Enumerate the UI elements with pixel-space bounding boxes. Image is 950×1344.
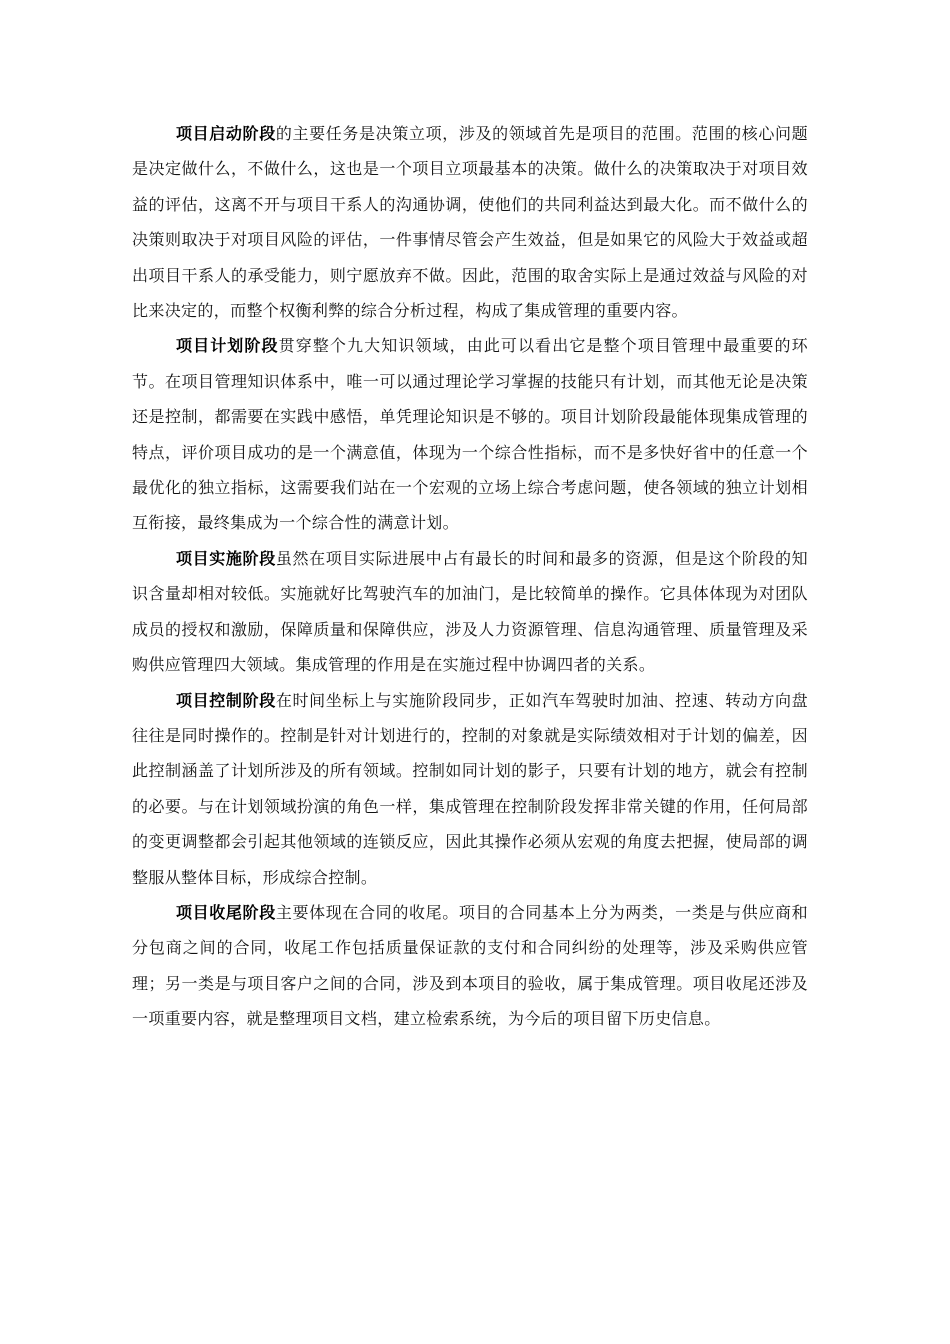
paragraph-lead: 项目实施阶段 bbox=[176, 548, 276, 568]
paragraph-planning bbox=[132, 328, 808, 540]
paragraph-lead: 项目启动阶段 bbox=[176, 124, 276, 143]
document-body bbox=[132, 116, 808, 1037]
paragraph-text: 的主要任务是决策立项，涉及的领域首先是项目的范围。范围的核心问题是决定做什么，不做什么，这也是一个项目立项最基本的决策。做什么的决策取决于对项目效益的评估，这离不开与项目干系人的沟通协调，使他们的共同利益达到最大化。而不做什么的决策则取决于对项目风险的评估，一件事情尽管会产生效益，但是如果它的风险大于效益或超出项目干系人的承受能力，则宁愿放弃不做。因此，范围的取舍实际上是通过效益与风险的对比来决定的，而整个权衡利弊的综合分析过程，构成了集成管理的重要内容。 bbox=[132, 124, 808, 321]
paragraph-text: 贯穿整个九大知识领域，由此可以看出它是整个项目管理中最重要的环节。在项目管理知识体系中，唯一可以通过理论学习掌握的技能只有计划，而其他无论是决策还是控制，都需要在实践中感悟，单凭理论知识是不够的。项目计划阶段最能体现集成管理的特点，评价项目成功的是一个满意值，体现为一个综合性指标，而不是多快好省中的任意一个最优化的独立指标，这需要我们站在一个宏观的立场上综合考虑问题，使各领域的独立计划相互衔接，最终集成为一个综合性的满意计划。 bbox=[132, 336, 808, 533]
paragraph-initiation bbox=[132, 116, 808, 328]
paragraph-closing bbox=[132, 895, 808, 1037]
paragraph-execution bbox=[132, 541, 808, 683]
paragraph-lead: 项目计划阶段 bbox=[176, 336, 279, 356]
paragraph-text: 虽然在项目实际进展中占有最长的时间和最多的资源，但是这个阶段的知识含量却相对较低。实施就好比驾驶汽车的加油门，是比较简单的操作。它具体体现为对团队成员的授权和激励，保障质量和保障供应，涉及人力资源管理、信息沟通管理、质量管理及采购供应管理四大领域。集成管理的作用是在实施过程中协调四者的关系。 bbox=[132, 548, 808, 675]
paragraph-text: 在时间坐标上与实施阶段同步，正如汽车驾驶时加油、控速、转动方向盘往往是同时操作的。控制是针对计划进行的，控制的对象就是实际绩效相对于计划的偏差，因此控制涵盖了计划所涉及的所有领域。控制如同计划的影子，只要有计划的地方，就会有控制的必要。与在计划领域扮演的角色一样，集成管理在控制阶段发挥非常关键的作用，任何局部的变更调整都会引起其他领域的连锁反应，因此其操作必须从宏观的角度去把握，使局部的调整服从整体目标，形成综合控制。 bbox=[132, 690, 808, 887]
paragraph-lead: 项目收尾阶段 bbox=[176, 902, 276, 922]
paragraph-control bbox=[132, 683, 808, 895]
paragraph-text: 主要体现在合同的收尾。项目的合同基本上分为两类，一类是与供应商和分包商之间的合同，收尾工作包括质量保证款的支付和合同纠纷的处理等，涉及采购供应管理；另一类是与项目客户之间的合同，涉及到本项目的验收，属于集成管理。项目收尾还涉及一项重要内容，就是整理项目文档，建立检索系统，为今后的项目留下历史信息。 bbox=[132, 902, 808, 1029]
paragraph-lead: 项目控制阶段 bbox=[176, 690, 276, 710]
